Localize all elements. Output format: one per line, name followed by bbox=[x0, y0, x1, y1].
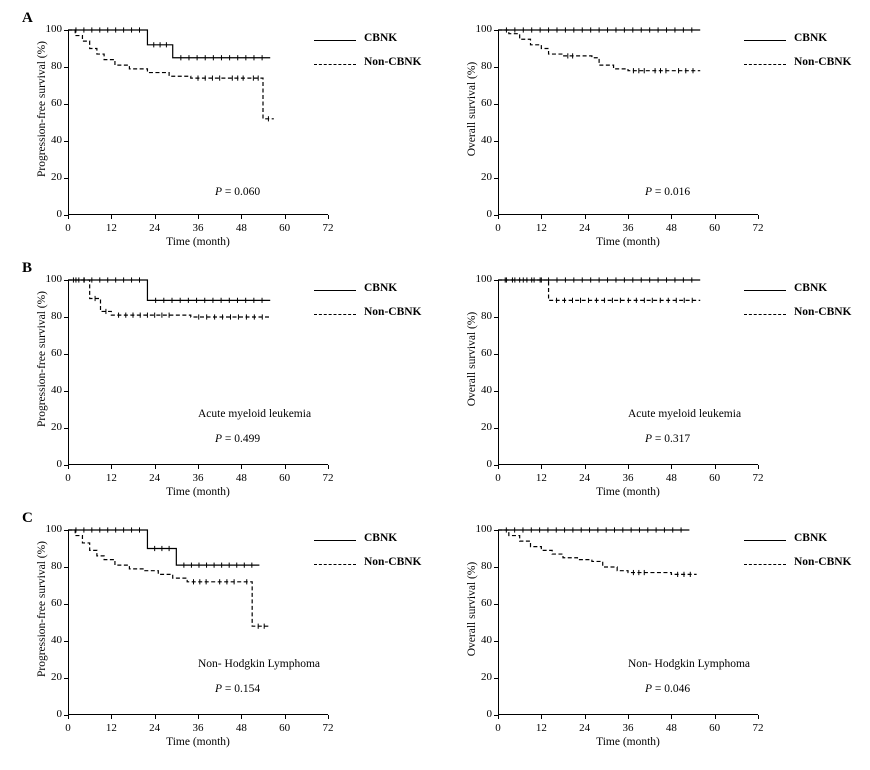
x-tick-label: 24 bbox=[149, 472, 161, 484]
y-tick-label: 20 bbox=[51, 171, 62, 183]
x-tick-label: 48 bbox=[235, 472, 247, 484]
legend-label: CBNK bbox=[364, 32, 398, 44]
y-tick bbox=[64, 465, 68, 466]
y-tick-label: 0 bbox=[56, 708, 62, 720]
x-tick bbox=[498, 465, 499, 469]
x-tick-label: 12 bbox=[535, 222, 547, 234]
y-tick-label: 0 bbox=[56, 208, 62, 220]
x-tick-label: 72 bbox=[752, 222, 764, 234]
legend-item bbox=[314, 282, 424, 306]
x-tick bbox=[671, 215, 672, 219]
legend-swatch-dashed bbox=[314, 314, 356, 315]
y-axis-label: Overall survival (%) bbox=[466, 311, 478, 407]
x-tick bbox=[498, 715, 499, 719]
x-tick bbox=[328, 465, 329, 469]
legend-label: Non-CBNK bbox=[794, 306, 852, 318]
x-tick bbox=[68, 715, 69, 719]
legend bbox=[744, 32, 854, 80]
legend-item bbox=[744, 556, 854, 580]
y-tick-label: 20 bbox=[481, 171, 492, 183]
x-tick bbox=[285, 715, 286, 719]
survival-curves bbox=[498, 530, 758, 715]
curve-non-cbnk bbox=[498, 30, 700, 71]
x-tick bbox=[671, 715, 672, 719]
legend-swatch-solid bbox=[744, 540, 786, 541]
x-tick-label: 72 bbox=[322, 472, 334, 484]
panel-b bbox=[0, 258, 870, 508]
y-axis-label: Overall survival (%) bbox=[466, 61, 478, 157]
plot-area bbox=[475, 523, 764, 734]
survival-curves bbox=[498, 280, 758, 465]
curve-non-cbnk bbox=[68, 530, 270, 626]
x-tick-label: 12 bbox=[105, 222, 117, 234]
chart-b-left bbox=[10, 258, 430, 508]
y-tick-label: 40 bbox=[51, 384, 62, 396]
y-axis-label: Progression-free survival (%) bbox=[36, 40, 48, 178]
y-tick-label: 60 bbox=[51, 597, 62, 609]
p-value-annotation: P = 0.154 bbox=[215, 683, 261, 695]
x-tick bbox=[285, 215, 286, 219]
curve-non-cbnk bbox=[498, 280, 700, 300]
panel-c bbox=[0, 508, 870, 758]
x-tick-label: 48 bbox=[665, 722, 677, 734]
y-tick-label: 80 bbox=[481, 60, 492, 72]
y-tick-label: 100 bbox=[475, 273, 492, 285]
survival-curves bbox=[68, 30, 328, 215]
chart-b-right bbox=[440, 258, 860, 508]
x-axis-label: Time (month) bbox=[166, 236, 230, 248]
x-tick-label: 36 bbox=[622, 722, 634, 734]
y-tick-label: 0 bbox=[486, 208, 492, 220]
x-tick bbox=[585, 465, 586, 469]
x-tick-label: 0 bbox=[65, 722, 71, 734]
curve-non-cbnk bbox=[68, 30, 274, 119]
y-tick-label: 0 bbox=[486, 708, 492, 720]
y-tick-label: 40 bbox=[481, 134, 492, 146]
y-tick-label: 80 bbox=[51, 310, 62, 322]
survival-curves bbox=[68, 530, 328, 715]
x-axis-label: Time (month) bbox=[596, 486, 660, 498]
legend bbox=[744, 532, 854, 580]
x-tick-label: 36 bbox=[192, 472, 204, 484]
legend-label: Non-CBNK bbox=[794, 56, 852, 68]
x-tick-label: 72 bbox=[752, 722, 764, 734]
x-tick bbox=[155, 715, 156, 719]
x-tick bbox=[758, 715, 759, 719]
panel-a bbox=[0, 8, 870, 258]
x-tick bbox=[715, 465, 716, 469]
legend-item bbox=[744, 56, 854, 80]
y-tick bbox=[494, 465, 498, 466]
y-tick-label: 100 bbox=[45, 23, 62, 35]
x-tick bbox=[198, 465, 199, 469]
x-tick bbox=[498, 215, 499, 219]
plot-area bbox=[45, 23, 334, 234]
y-tick-label: 100 bbox=[45, 523, 62, 535]
chart-subtitle: Acute myeloid leukemia bbox=[198, 408, 312, 420]
y-tick-label: 40 bbox=[481, 634, 492, 646]
plot-area bbox=[45, 273, 334, 484]
x-tick bbox=[671, 465, 672, 469]
x-tick bbox=[241, 715, 242, 719]
p-value-annotation: P = 0.046 bbox=[645, 683, 691, 695]
legend-item bbox=[314, 56, 424, 80]
x-tick bbox=[285, 465, 286, 469]
x-tick bbox=[111, 215, 112, 219]
y-tick-label: 40 bbox=[51, 634, 62, 646]
legend-swatch-solid bbox=[744, 290, 786, 291]
p-value-annotation: P = 0.317 bbox=[645, 433, 691, 445]
legend-item bbox=[314, 32, 424, 56]
legend-item bbox=[314, 556, 424, 580]
x-tick-label: 60 bbox=[709, 722, 721, 734]
chart-a-left bbox=[10, 8, 430, 258]
legend-label: CBNK bbox=[794, 32, 828, 44]
x-tick bbox=[155, 465, 156, 469]
legend-item bbox=[314, 306, 424, 330]
y-tick-label: 60 bbox=[51, 347, 62, 359]
x-tick bbox=[328, 215, 329, 219]
x-tick bbox=[758, 465, 759, 469]
legend-item bbox=[744, 306, 854, 330]
x-tick bbox=[541, 215, 542, 219]
x-tick bbox=[198, 715, 199, 719]
legend-swatch-dashed bbox=[744, 564, 786, 565]
p-value-annotation: P = 0.499 bbox=[215, 433, 261, 445]
x-tick-label: 48 bbox=[235, 222, 247, 234]
x-axis-label: Time (month) bbox=[596, 736, 660, 748]
chart-subtitle: Non- Hodgkin Lymphoma bbox=[198, 658, 321, 670]
y-tick-label: 60 bbox=[481, 347, 492, 359]
x-axis-label: Time (month) bbox=[596, 236, 660, 248]
legend-swatch-dashed bbox=[314, 564, 356, 565]
y-axis-label: Progression-free survival (%) bbox=[36, 540, 48, 678]
x-tick-label: 36 bbox=[622, 472, 634, 484]
y-axis-label: Progression-free survival (%) bbox=[36, 290, 48, 428]
chart-a-right bbox=[440, 8, 860, 258]
y-tick-label: 80 bbox=[51, 60, 62, 72]
x-tick-label: 60 bbox=[279, 222, 291, 234]
x-tick-label: 72 bbox=[752, 472, 764, 484]
legend bbox=[314, 282, 424, 330]
y-tick-label: 0 bbox=[56, 458, 62, 470]
x-tick-label: 36 bbox=[622, 222, 634, 234]
x-tick bbox=[111, 465, 112, 469]
curve-non-cbnk bbox=[498, 530, 697, 574]
x-tick-label: 0 bbox=[65, 222, 71, 234]
curve-cbnk bbox=[68, 280, 270, 300]
x-tick-label: 0 bbox=[495, 722, 501, 734]
x-tick bbox=[111, 715, 112, 719]
x-tick-label: 0 bbox=[495, 222, 501, 234]
x-tick bbox=[541, 715, 542, 719]
y-tick-label: 100 bbox=[45, 273, 62, 285]
y-tick-label: 60 bbox=[481, 597, 492, 609]
y-tick-label: 60 bbox=[481, 97, 492, 109]
y-axis-label: Overall survival (%) bbox=[466, 561, 478, 657]
legend-item bbox=[744, 532, 854, 556]
p-value-annotation: P = 0.060 bbox=[215, 186, 261, 198]
y-tick-label: 40 bbox=[51, 134, 62, 146]
y-tick-label: 0 bbox=[486, 458, 492, 470]
x-tick bbox=[758, 215, 759, 219]
x-tick bbox=[198, 215, 199, 219]
legend-label: Non-CBNK bbox=[794, 556, 852, 568]
x-tick-label: 60 bbox=[709, 472, 721, 484]
panel-letter: C bbox=[22, 510, 33, 526]
x-tick-label: 60 bbox=[279, 472, 291, 484]
survival-curves bbox=[68, 280, 328, 465]
chart-c-right bbox=[440, 508, 860, 758]
x-axis-label: Time (month) bbox=[166, 486, 230, 498]
x-tick-label: 24 bbox=[149, 722, 161, 734]
x-tick-label: 0 bbox=[65, 472, 71, 484]
legend-label: Non-CBNK bbox=[364, 56, 422, 68]
legend-swatch-solid bbox=[314, 40, 356, 41]
curve-non-cbnk bbox=[68, 280, 270, 317]
plot-area bbox=[475, 273, 764, 484]
x-tick bbox=[328, 715, 329, 719]
x-tick bbox=[68, 215, 69, 219]
legend-label: Non-CBNK bbox=[364, 556, 422, 568]
y-tick-label: 20 bbox=[51, 671, 62, 683]
x-tick bbox=[628, 715, 629, 719]
y-tick-label: 60 bbox=[51, 97, 62, 109]
x-tick-label: 12 bbox=[105, 722, 117, 734]
legend-label: CBNK bbox=[364, 532, 398, 544]
x-tick bbox=[585, 715, 586, 719]
panel-letter: A bbox=[22, 10, 33, 26]
x-tick-label: 24 bbox=[579, 472, 591, 484]
legend-swatch-dashed bbox=[744, 314, 786, 315]
y-tick bbox=[494, 715, 498, 716]
y-tick-label: 80 bbox=[481, 310, 492, 322]
x-tick-label: 72 bbox=[322, 222, 334, 234]
legend-item bbox=[744, 32, 854, 56]
y-tick-label: 80 bbox=[51, 560, 62, 572]
x-tick-label: 60 bbox=[709, 222, 721, 234]
y-tick-label: 100 bbox=[475, 23, 492, 35]
legend-item bbox=[314, 532, 424, 556]
x-tick bbox=[585, 215, 586, 219]
legend-label: CBNK bbox=[794, 282, 828, 294]
panel-letter: B bbox=[22, 260, 33, 276]
legend-swatch-dashed bbox=[314, 64, 356, 65]
x-tick-label: 60 bbox=[279, 722, 291, 734]
x-tick-label: 48 bbox=[665, 222, 677, 234]
legend-label: CBNK bbox=[364, 282, 398, 294]
x-tick bbox=[68, 465, 69, 469]
x-axis-label: Time (month) bbox=[166, 736, 230, 748]
chart-c-left bbox=[10, 508, 430, 758]
y-tick-label: 20 bbox=[51, 421, 62, 433]
x-tick bbox=[241, 465, 242, 469]
y-tick-label: 20 bbox=[481, 671, 492, 683]
y-tick-label: 20 bbox=[481, 421, 492, 433]
legend-swatch-solid bbox=[314, 290, 356, 291]
legend-label: Non-CBNK bbox=[364, 306, 422, 318]
chart-subtitle: Acute myeloid leukemia bbox=[628, 408, 742, 420]
survival-curves bbox=[498, 30, 758, 215]
x-tick bbox=[715, 715, 716, 719]
x-tick-label: 0 bbox=[495, 472, 501, 484]
x-tick-label: 36 bbox=[192, 222, 204, 234]
x-tick-label: 24 bbox=[579, 222, 591, 234]
x-tick bbox=[715, 215, 716, 219]
chart-subtitle: Non- Hodgkin Lymphoma bbox=[628, 658, 751, 670]
y-tick-label: 40 bbox=[481, 384, 492, 396]
y-tick bbox=[64, 215, 68, 216]
y-tick bbox=[494, 215, 498, 216]
legend-swatch-solid bbox=[314, 540, 356, 541]
x-tick-label: 48 bbox=[665, 472, 677, 484]
p-value-annotation: P = 0.016 bbox=[645, 186, 691, 198]
legend bbox=[744, 282, 854, 330]
legend bbox=[314, 32, 424, 80]
y-tick-label: 80 bbox=[481, 560, 492, 572]
x-tick-label: 24 bbox=[579, 722, 591, 734]
plot-area bbox=[45, 523, 334, 734]
curve-cbnk bbox=[68, 530, 259, 565]
x-tick-label: 24 bbox=[149, 222, 161, 234]
plot-area bbox=[475, 23, 764, 234]
legend-swatch-dashed bbox=[744, 64, 786, 65]
x-tick-label: 12 bbox=[105, 472, 117, 484]
x-tick-label: 12 bbox=[535, 472, 547, 484]
x-tick bbox=[628, 465, 629, 469]
legend-item bbox=[744, 282, 854, 306]
legend-swatch-solid bbox=[744, 40, 786, 41]
x-tick-label: 12 bbox=[535, 722, 547, 734]
x-tick bbox=[628, 215, 629, 219]
x-tick bbox=[541, 465, 542, 469]
x-tick-label: 48 bbox=[235, 722, 247, 734]
legend bbox=[314, 532, 424, 580]
legend-label: CBNK bbox=[794, 532, 828, 544]
y-tick-label: 100 bbox=[475, 523, 492, 535]
y-tick bbox=[64, 715, 68, 716]
x-tick bbox=[155, 215, 156, 219]
x-tick-label: 36 bbox=[192, 722, 204, 734]
x-tick bbox=[241, 215, 242, 219]
x-tick-label: 72 bbox=[322, 722, 334, 734]
